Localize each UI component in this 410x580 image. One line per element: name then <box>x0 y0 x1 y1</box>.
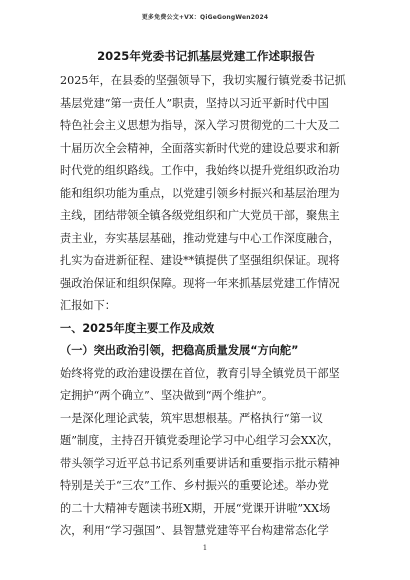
document-body <box>60 48 352 543</box>
paragraph-line: 的二十大精神专题读书班X期，开展“党课开讲啦”XX场 <box>60 501 331 515</box>
point-paragraph <box>60 408 352 543</box>
intro-line: 基层党建“第一责任人”职责，坚持以习近平新时代中国 <box>60 96 329 110</box>
intro-line: 扎实为奋进新征程、建设**镇提供了坚强组织保证。现将 <box>60 254 340 267</box>
intro-line: 主线，团结带领全镇各级党组织和广大党员干部，聚焦主 <box>60 209 340 222</box>
intro-line: 汇报如下： <box>60 299 116 312</box>
paragraph-line: 一是深化理论武装，筑牢思想根基。严格执行“第一议 <box>60 411 324 425</box>
paragraph-line: 题”制度，主持召开镇党委理论学习中心组学习会XX次， <box>60 434 339 447</box>
document-title: 2025年党委书记抓基层党建工作述职报告 <box>97 49 315 63</box>
intro-line: 责主业，夯实基层基础，推动党建与中心工作深度融合， <box>60 231 340 245</box>
paragraph-line: 带头领学习近平总书记系列重要讲话和重要指示批示精神 <box>60 456 340 470</box>
intro-line: 强政治保证和组织保障。现将一年来抓基层党建工作情况 <box>60 276 340 290</box>
intro-line: 时代党的组织路线。工作中，我始终以提升党组织政治功 <box>60 164 340 177</box>
intro-line: 特色社会主义思想为指导，深入学习贯彻党的二十大及二 <box>60 119 340 132</box>
header-watermark: 更多免费公文+VX：QiGeGongWen2024 <box>141 14 269 21</box>
intro-line: 十届历次全会精神，全面落实新时代党的建设总要求和新 <box>60 141 340 155</box>
page-number: 1 <box>202 544 208 552</box>
paragraph-line: 特别是关于“三农”工作、乡村振兴的重要论述。举办党 <box>60 479 329 492</box>
subsection-paragraph <box>60 363 352 408</box>
subsection-heading: （一）突出政治引领，把稳高质量发展“方向舵” <box>60 344 299 357</box>
paragraph-line: 次，利用“学习强国”、县智慧党建等平台构建常态化学 <box>60 524 329 537</box>
paragraph-line: 始终将党的政治建设摆在首位，教育引导全镇党员干部坚 <box>60 366 340 380</box>
intro-line: 能和组织功能为重点，以党建引领乡村振兴和基层治理为 <box>60 186 340 200</box>
section-heading: 一、2025年度主要工作及成效 <box>60 321 215 335</box>
intro-paragraph <box>60 70 352 318</box>
paragraph-line: 定拥护“两个确立”、坚决做到“两个维护”。 <box>60 389 274 402</box>
intro-line: 2025年，在县委的坚强领导下，我切实履行镇党委书记抓 <box>60 74 346 87</box>
